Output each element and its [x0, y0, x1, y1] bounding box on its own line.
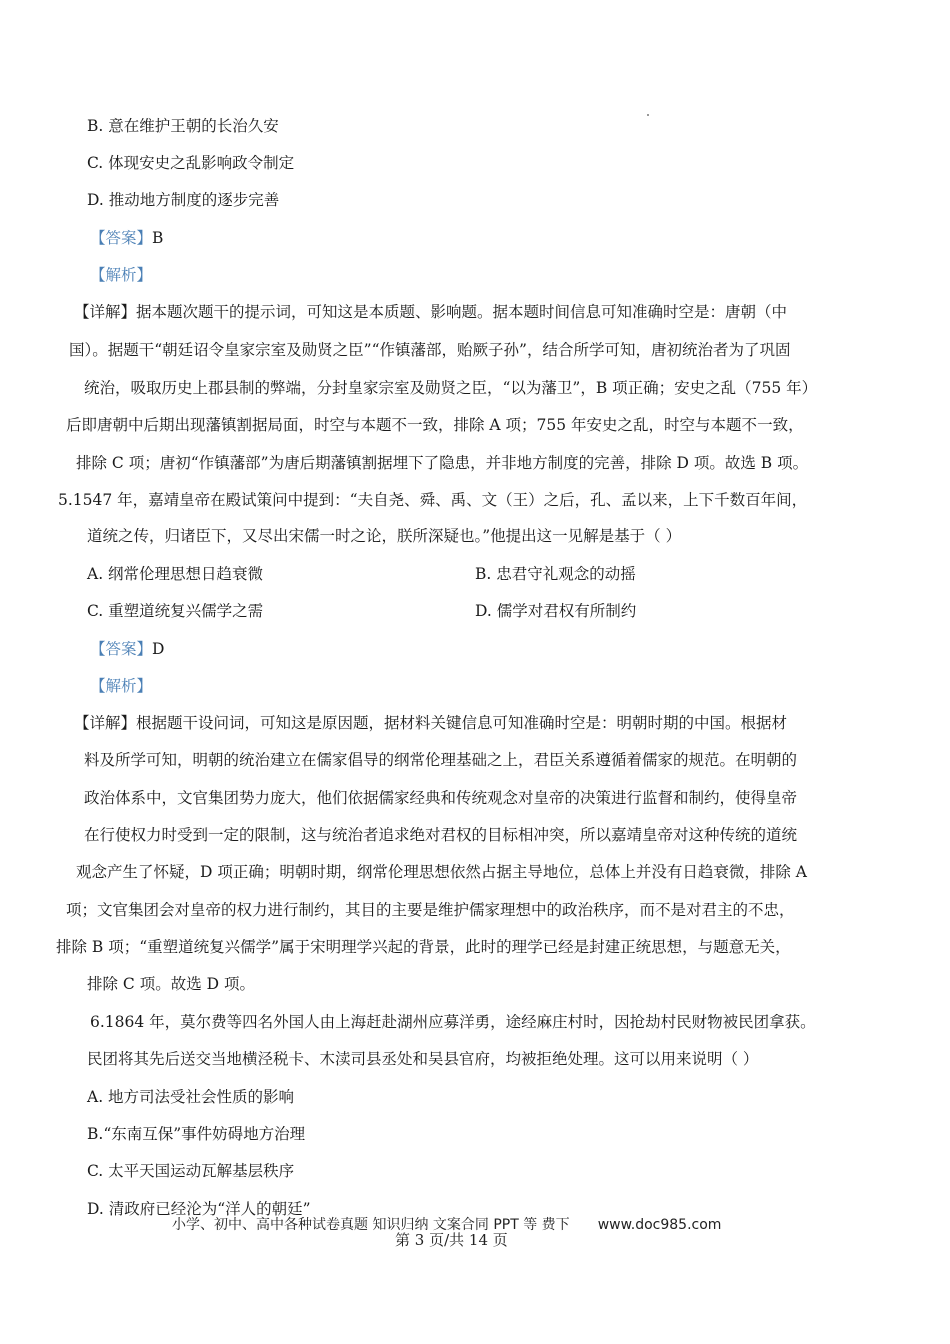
q4-analysis-tag: 【解析】 — [90, 266, 153, 284]
q5-detail-line: 政治体系中，文官集团势力庞大，他们依据儒家经典和传统观念对皇帝的决策进行监督和制约，使得皇帝 — [84, 789, 798, 807]
q5-stem-line: 道统之传，归诸臣下，又尽出宋儒一时之论，朕所深疑也。”他提出这一见解是基于（ ） — [87, 527, 682, 545]
q5-detail-line: 在行使权力时受到一定的限制，这与统治者追求绝对君权的目标相冲突，所以嘉靖皇帝对这种传统的道统 — [84, 826, 798, 844]
q6-option-d: D. 清政府已经沦为“洋人的朝廷” — [87, 1200, 311, 1218]
q5-answer-row — [90, 639, 164, 659]
q5-detail-line: 观念产生了怀疑，D 项正确；明朝时期，纲常伦理思想依然占据主导地位，总体上并没有日趋衰微，排除 A — [76, 863, 807, 881]
page-number: 第 3 页/共 14 页 — [395, 1231, 508, 1249]
q4-answer-row — [90, 228, 163, 248]
footer-url[interactable]: www.doc985.com — [597, 1217, 722, 1233]
q5-option-d: D. 儒学对君权有所制约 — [475, 602, 637, 620]
q4-detail-line: 国）。据题干“朝廷诏令皇家宗室及勋贤之臣”“作镇藩部，贻厥子孙”，结合所学可知，唐初统治者为了巩固 — [69, 341, 791, 359]
q6-option-b: B.“东南互保”事件妨碍地方治理 — [87, 1125, 306, 1143]
q5-detail-line: 【详解】根据题干设问词，可知这是原因题，据材料关键信息可知准确时空是：明朝时期的中国。根据材 — [74, 714, 788, 732]
stray-dot — [647, 114, 649, 116]
q5-answer-tag: 【答案】 — [90, 640, 153, 658]
q6-stem-line: 6.1864 年，莫尔费等四名外国人由上海赶赴湖州应募洋勇，途经麻庄村时，因抢劫村民财物被民团拿获。 — [90, 1013, 816, 1031]
q5-detail-line: 排除 B 项；“重塑道统复兴儒学”属于宋明理学兴起的背景，此时的理学已经是封建正统思想，与题意无关， — [56, 938, 791, 956]
q5-detail-line: 项；文官集团会对皇帝的权力进行制约，其目的主要是维护儒家理想中的政治秩序，而不是对君主的不忠， — [66, 901, 795, 919]
q4-detail-line: 后即唐朝中后期出现藩镇割据局面，时空与本题不一致，排除 A 项；755 年安史之乱，时空与本题不一致， — [66, 416, 804, 434]
q5-detail-line: 排除 C 项。故选 D 项。 — [87, 975, 255, 993]
footer-promo-text: 小学、初中、高中各种试卷真题 知识归纳 文案合同 PPT 等 费下 — [172, 1217, 570, 1233]
q5-option-b: B. 忠君守礼观念的动摇 — [475, 565, 636, 583]
q5-option-c: C. 重塑道统复兴儒学之需 — [87, 602, 264, 620]
q5-option-a: A. 纲常伦理思想日趋衰微 — [87, 565, 264, 583]
q4-answer-tag: 【答案】 — [90, 229, 153, 247]
q4-option-d: D. 推动地方制度的逐步完善 — [87, 191, 280, 209]
q5-stem-line: 5.1547 年，嘉靖皇帝在殿试策问中提到：“夫自尧、舜、禹、文（王）之后，孔、孟以来，上下千数百年间， — [58, 491, 808, 509]
q6-stem-line: 民团将其先后送交当地横泾税卡、木渎司县丞处和吴县官府，均被拒绝处理。这可以用来说明（ ） — [87, 1050, 759, 1068]
q4-detail-line: 【详解】据本题次题干的提示词，可知这是本质题、影响题。据本题时间信息可知准确时空是：唐朝（中 — [74, 303, 788, 321]
q5-answer: D — [152, 640, 165, 658]
q4-option-b: B. 意在维护王朝的长治久安 — [87, 117, 279, 135]
q4-answer: B — [152, 229, 164, 247]
q4-detail-line: 排除 C 项；唐初“作镇藩部”为唐后期藩镇割据埋下了隐患，并非地方制度的完善，排除 D 项。故选 B 项。 — [76, 454, 809, 472]
q4-detail-line: 统治，吸取历史上郡县制的弊端，分封皇家宗室及勋贤之臣，“以为藩卫”，B 项正确；安史之乱（755 年） — [84, 379, 818, 397]
q4-option-c: C. 体现安史之乱影响政令制定 — [87, 154, 295, 172]
q5-analysis-tag: 【解析】 — [90, 677, 153, 695]
q6-option-a: A. 地方司法受社会性质的影响 — [87, 1088, 295, 1106]
q6-option-c: C. 太平天国运动瓦解基层秩序 — [87, 1162, 295, 1180]
q5-detail-line: 料及所学可知，明朝的统治建立在儒家倡导的纲常伦理基础之上，君臣关系遵循着儒家的规范。在明朝的 — [84, 751, 798, 769]
